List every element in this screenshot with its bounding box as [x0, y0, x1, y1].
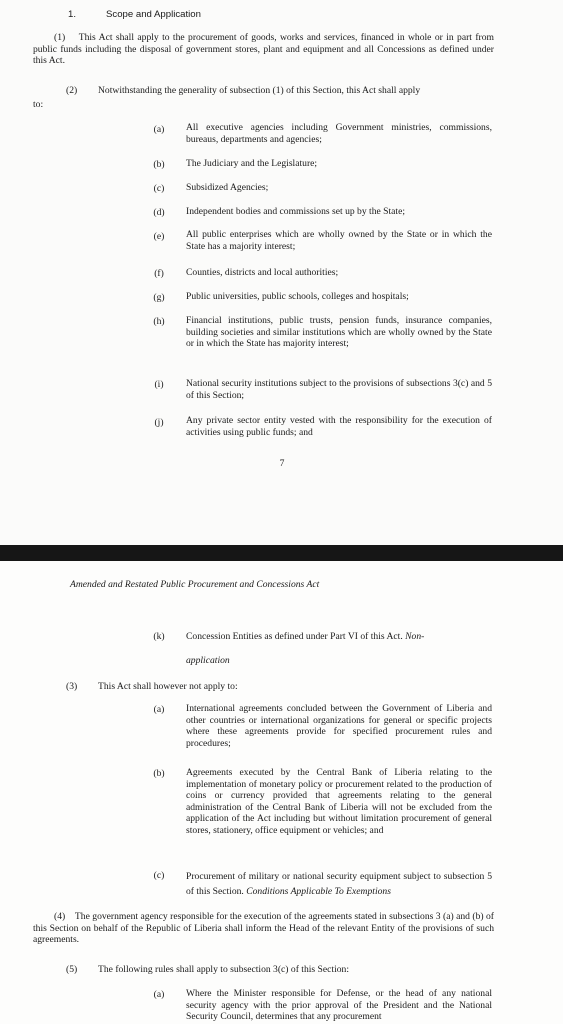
subsection-3-text: This Act shall however not apply to:	[98, 681, 238, 692]
item-g-text: Public universities, public schools, colleges and hospitals;	[186, 291, 409, 302]
subsection-3-label: (3)	[66, 681, 78, 692]
item-d-label: (d)	[153, 207, 165, 218]
item-b-text: The Judiciary and the Legislature;	[186, 158, 318, 169]
page-number: 7	[279, 458, 285, 469]
item-e-text: All public enterprises which are wholly owned by the State or in which the State has a majority interest;	[186, 229, 492, 252]
item-a-label: (a)	[153, 124, 165, 135]
item-3c-heading: Conditions Applicable To Exemptions	[246, 886, 391, 897]
subsection-1-text: This Act shall apply to the procurement of goods, works and services, financed in whole or in part from public funds including the disposal of government stores, plant and equipment and all Concessions as defined under this Act.	[33, 32, 494, 67]
item-j-text: Any private sector entity vested with the responsibility for the execution of activities using public funds; and	[186, 415, 492, 438]
item-3a-text: International agreements concluded between the Government of Liberia and other countries or international organizations for general or specific projects where these agreements provide for specified procurement rules and procedures;	[186, 703, 492, 749]
running-header: Amended and Restated Public Procurement and Concessions Act	[70, 579, 320, 590]
item-5a-text: Where the Minister responsible for Defense, or the head of any national security agency with the prior approval of the President and the National Security Council, determines that any procurement	[186, 988, 492, 1023]
section-number: 1.	[68, 9, 77, 20]
item-e-label: (e)	[153, 231, 165, 242]
item-i-text: National security institutions subject to the provisions of subsections 3(c) and 5 of this Section;	[186, 378, 492, 401]
item-k-text	[186, 631, 492, 643]
item-k-heading-part1: Non-	[405, 631, 425, 642]
item-3c-label: (c)	[153, 870, 165, 881]
subsection-4-label: (4)	[54, 911, 66, 922]
item-k-label: (k)	[153, 631, 165, 642]
page-separator	[0, 545, 563, 561]
subsection-2-label: (2)	[66, 85, 78, 96]
item-3b-label: (b)	[153, 768, 165, 779]
item-d-text: Independent bodies and commissions set up by the State;	[186, 206, 406, 217]
subsection-4	[33, 911, 494, 946]
item-k-heading-part2: application	[186, 655, 230, 666]
subsection-1	[33, 32, 494, 67]
subsection-2-continuation: to:	[33, 99, 44, 110]
item-b-label: (b)	[153, 159, 165, 170]
document-page-8	[0, 561, 563, 1024]
item-j-label: (j)	[154, 417, 164, 428]
item-a-text: All executive agencies including Government ministries, commissions, bureaus, departments and agencies;	[186, 122, 492, 145]
subsection-5-label: (5)	[66, 964, 78, 975]
item-h-label: (h)	[153, 316, 165, 327]
section-title: Scope and Application	[106, 9, 201, 20]
item-f-text: Counties, districts and local authorities;	[186, 267, 339, 278]
subsection-5-text: The following rules shall apply to subsection 3(c) of this Section:	[98, 964, 349, 975]
item-3c-body: Procurement of military or national security equipment subject to subsection 5 of this Section.	[186, 871, 492, 897]
item-3c-text	[186, 869, 492, 899]
item-i-label: (i)	[154, 379, 164, 390]
item-5a-label: (a)	[153, 989, 165, 1000]
item-3a-label: (a)	[153, 704, 165, 715]
item-g-label: (g)	[153, 292, 165, 303]
item-k-body: Concession Entities as defined under Part VI of this Act.	[186, 631, 403, 642]
item-3b-text: Agreements executed by the Central Bank of Liberia relating to the implementation of monetary policy or procurement related to the production of coins or currency provided that agreements relating to the general administration of the Central Bank of Liberia will not be excluded from the application of the Act including but without limitation procurement of general stores, stationery, office equipment or vehicles; and	[186, 767, 492, 836]
item-c-text: Subsidized Agencies;	[186, 182, 269, 193]
item-h-text: Financial institutions, public trusts, pension funds, insurance companies, building societies and similar institutions which are wholly owned by the State or in which the State has majority interest;	[186, 315, 492, 350]
item-f-label: (f)	[154, 268, 164, 279]
subsection-2-text: Notwithstanding the generality of subsection (1) of this Section, this Act shall apply	[98, 85, 421, 96]
item-c-label: (c)	[153, 183, 165, 194]
subsection-1-label: (1)	[54, 32, 66, 43]
subsection-4-text: The government agency responsible for the execution of the agreements stated in subsections 3 (a) and (b) of this Section on behalf of the Republic of Liberia shall inform the Head of the relevant Entity of the provisions of such agreements.	[33, 911, 494, 946]
